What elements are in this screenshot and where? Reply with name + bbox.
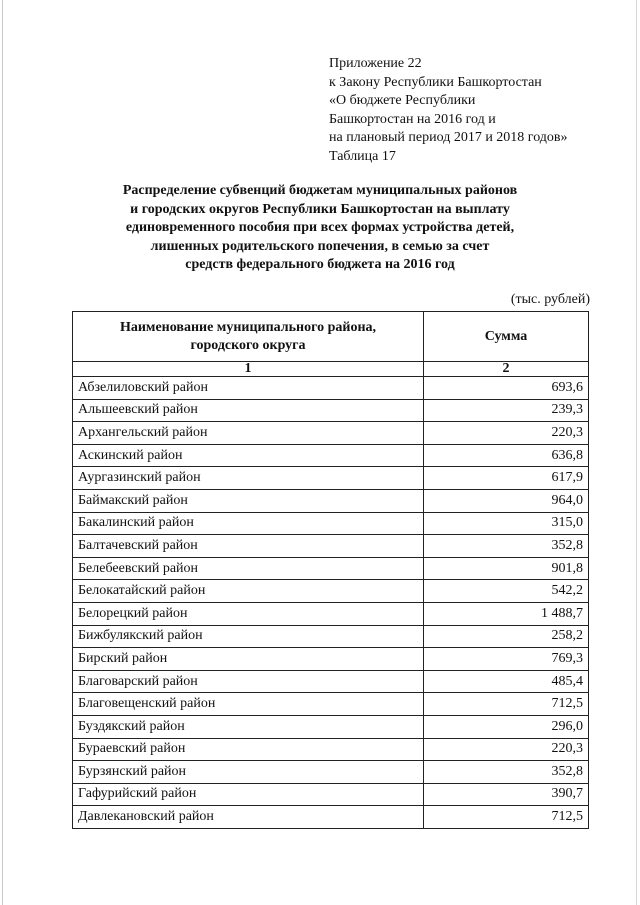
column-header-name <box>73 312 424 362</box>
district-name-cell: Белокатайский район <box>73 580 424 603</box>
amount-cell: 239,3 <box>424 399 589 422</box>
district-name-cell: Бирский район <box>73 648 424 671</box>
appendix-line: Башкортостан на 2016 год и <box>329 111 496 127</box>
document-title <box>70 182 570 275</box>
district-name-cell: Баймакский район <box>73 489 424 512</box>
table-row <box>73 535 589 558</box>
amount-cell: 712,5 <box>424 806 589 829</box>
appendix-block <box>329 55 568 167</box>
title-line: и городских округов Республики Башкортостан на выплату <box>130 201 510 217</box>
table-row <box>73 557 589 580</box>
amount-cell: 712,5 <box>424 693 589 716</box>
amount-cell: 352,8 <box>424 535 589 558</box>
amount-cell: 485,4 <box>424 670 589 693</box>
amount-cell: 617,9 <box>424 467 589 490</box>
appendix-line: на плановый период 2017 и 2018 годов» <box>329 130 568 146</box>
amount-cell: 296,0 <box>424 715 589 738</box>
amount-cell: 390,7 <box>424 783 589 806</box>
title-line: средств федерального бюджета на 2016 год <box>185 257 455 272</box>
table-row <box>73 715 589 738</box>
table-row <box>73 693 589 716</box>
column-header-name-line1: Наименование муниципального района, <box>119 319 377 335</box>
title-line: единовременного пособия при всех формах устройства детей, <box>125 220 515 235</box>
subsidy-table <box>72 311 589 829</box>
amount-cell: 636,8 <box>424 444 589 467</box>
title-line: Распределение субвенций бюджетам муниципальных районов <box>122 183 518 198</box>
amount-cell: 964,0 <box>424 489 589 512</box>
column-header-sum: Сумма <box>424 312 589 362</box>
page-edge-right <box>636 0 637 905</box>
amount-cell: 542,2 <box>424 580 589 603</box>
appendix-line: к Закону Республики Башкортостан <box>329 74 542 90</box>
table-row <box>73 806 589 829</box>
district-name-cell: Бураевский район <box>73 738 424 761</box>
district-name-cell: Бижбулякский район <box>73 625 424 648</box>
appendix-line: «О бюджете Республики <box>329 93 476 109</box>
amount-cell: 220,3 <box>424 738 589 761</box>
district-name-cell: Бурзянский район <box>73 761 424 784</box>
table-row <box>73 512 589 535</box>
table-row <box>73 444 589 467</box>
column-number-2: 2 <box>424 362 589 377</box>
appendix-line: Приложение 22 <box>329 56 422 71</box>
district-name-cell: Аургазинский район <box>73 467 424 490</box>
amount-cell: 315,0 <box>424 512 589 535</box>
table-row <box>73 761 589 784</box>
district-name-cell: Аскинский район <box>73 444 424 467</box>
amount-cell: 258,2 <box>424 625 589 648</box>
district-name-cell: Благоварский район <box>73 670 424 693</box>
district-name-cell: Бакалинский район <box>73 512 424 535</box>
district-name-cell: Альшеевский район <box>73 399 424 422</box>
table-row <box>73 467 589 490</box>
district-name-cell: Буздякский район <box>73 715 424 738</box>
district-name-cell: Благовещенский район <box>73 693 424 716</box>
table-row <box>73 422 589 445</box>
amount-cell: 693,6 <box>424 377 589 400</box>
title-line: лишенных родительского попечения, в семью за счет <box>150 238 490 254</box>
table-row <box>73 602 589 625</box>
amount-cell: 1 488,7 <box>424 602 589 625</box>
column-header-name-line2: городского округа <box>190 337 306 353</box>
table-row <box>73 489 589 512</box>
district-name-cell: Давлекановский район <box>73 806 424 829</box>
district-name-cell: Абзелиловский район <box>73 377 424 400</box>
amount-cell: 220,3 <box>424 422 589 445</box>
appendix-line: Таблица 17 <box>329 148 396 164</box>
table-row <box>73 625 589 648</box>
amount-cell: 352,8 <box>424 761 589 784</box>
district-name-cell: Балтачевский район <box>73 535 424 558</box>
column-number-row <box>73 362 589 377</box>
district-name-cell: Гафурийский район <box>73 783 424 806</box>
amount-cell: 769,3 <box>424 648 589 671</box>
table-row <box>73 738 589 761</box>
column-number-1: 1 <box>73 362 424 377</box>
amount-cell: 901,8 <box>424 557 589 580</box>
table-row <box>73 648 589 671</box>
table-row <box>73 580 589 603</box>
table-row <box>73 670 589 693</box>
units-label: (тыс. рублей) <box>510 292 590 307</box>
table-row <box>73 783 589 806</box>
table-row <box>73 399 589 422</box>
table-header-row <box>73 312 589 362</box>
table-row <box>73 377 589 400</box>
district-name-cell: Белебеевский район <box>73 557 424 580</box>
table-body <box>73 377 589 829</box>
district-name-cell: Белорецкий район <box>73 602 424 625</box>
page-edge-left <box>2 0 3 905</box>
district-name-cell: Архангельский район <box>73 422 424 445</box>
